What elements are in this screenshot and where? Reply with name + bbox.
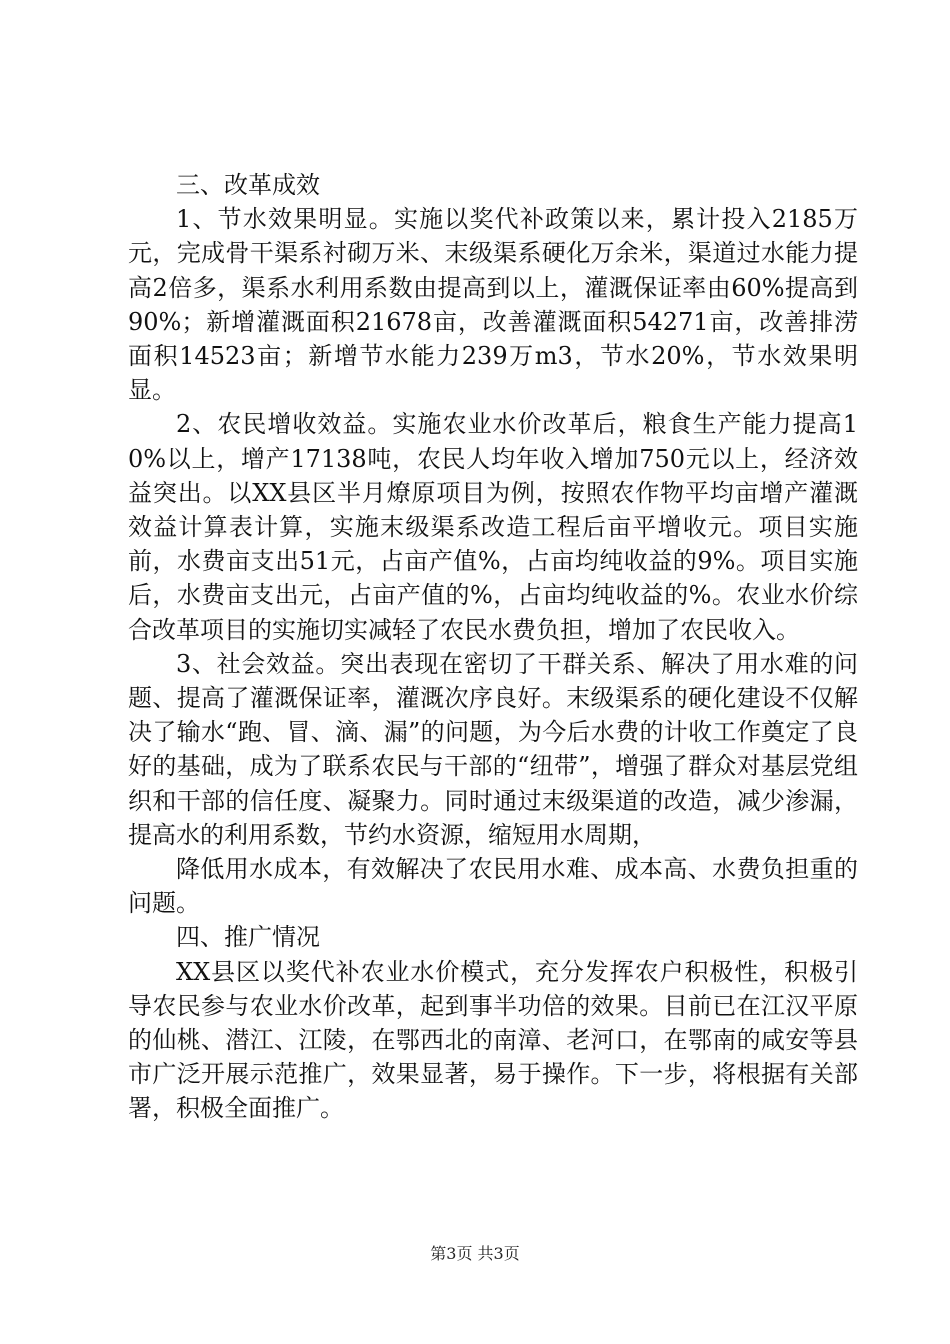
document-body [128, 168, 858, 1126]
paragraph-farmer-income: 2、农民增收效益。实施农业水价改革后，粮食生产能力提高10%以上，增产17138吨，农民人均年收入增加750元以上，经济效益突出。以XX县区半月燎原项目为例，按照农作物平均亩增产灌溉效益计算表计算，实施末级渠系改造工程后亩平增收元。项目实施前，水费亩支出51元，占亩产值%，占亩均纯收益的9%。项目实施后，水费亩支出元，占亩产值的%，占亩均纯收益的%。农业水价综合改革项目的实施切实减轻了农民水费负担，增加了农民收入。 [128, 410, 858, 644]
page-number-footer: 第3页 共3页 [430, 1244, 520, 1263]
paragraph-water-saving: 1、节水效果明显。实施以奖代补政策以来，累计投入2185万元，完成骨干渠系衬砌万米、末级渠系硬化万余米，渠道过水能力提高2倍多，渠系水利用系数由提高到以上，灌溉保证率由60%提高到90%；新增灌溉面积21678亩，改善灌溉面积54271亩，改善排涝面积14523亩；新增节水能力239万m3，节水20%，节水效果明显。 [128, 205, 858, 405]
paragraph-cost-reduction: 降低用水成本，有效解决了农民用水难、成本高、水费负担重的问题。 [128, 855, 858, 918]
section-heading-reform-results: 三、改革成效 [176, 171, 320, 199]
paragraph-social-benefit: 3、社会效益。突出表现在密切了干群关系、解决了用水难的问题、提高了灌溉保证率，灌溉次序良好。末级渠系的硬化建设不仅解决了输水“跑、冒、滴、漏”的问题，为今后水费的计收工作奠定了良好的基础，成为了联系农民与干部的“纽带”，增强了群众对基层党组织和干部的信任度、凝聚力。同时通过末级渠道的改造，减少渗漏，提高水的利用系数，节约水资源，缩短用水周期， [128, 649, 858, 849]
paragraph-promotion: XX县区以奖代补农业水价模式，充分发挥农户积极性，积极引导农民参与农业水价改革，起到事半功倍的效果。目前已在江汉平原的仙桃、潜江、江陵，在鄂西北的南漳、老河口，在鄂南的咸安等县市广泛开展示范推广，效果显著，易于操作。下一步，将根据有关部署，积极全面推广。 [128, 957, 858, 1123]
section-heading-promotion: 四、推广情况 [176, 923, 320, 952]
